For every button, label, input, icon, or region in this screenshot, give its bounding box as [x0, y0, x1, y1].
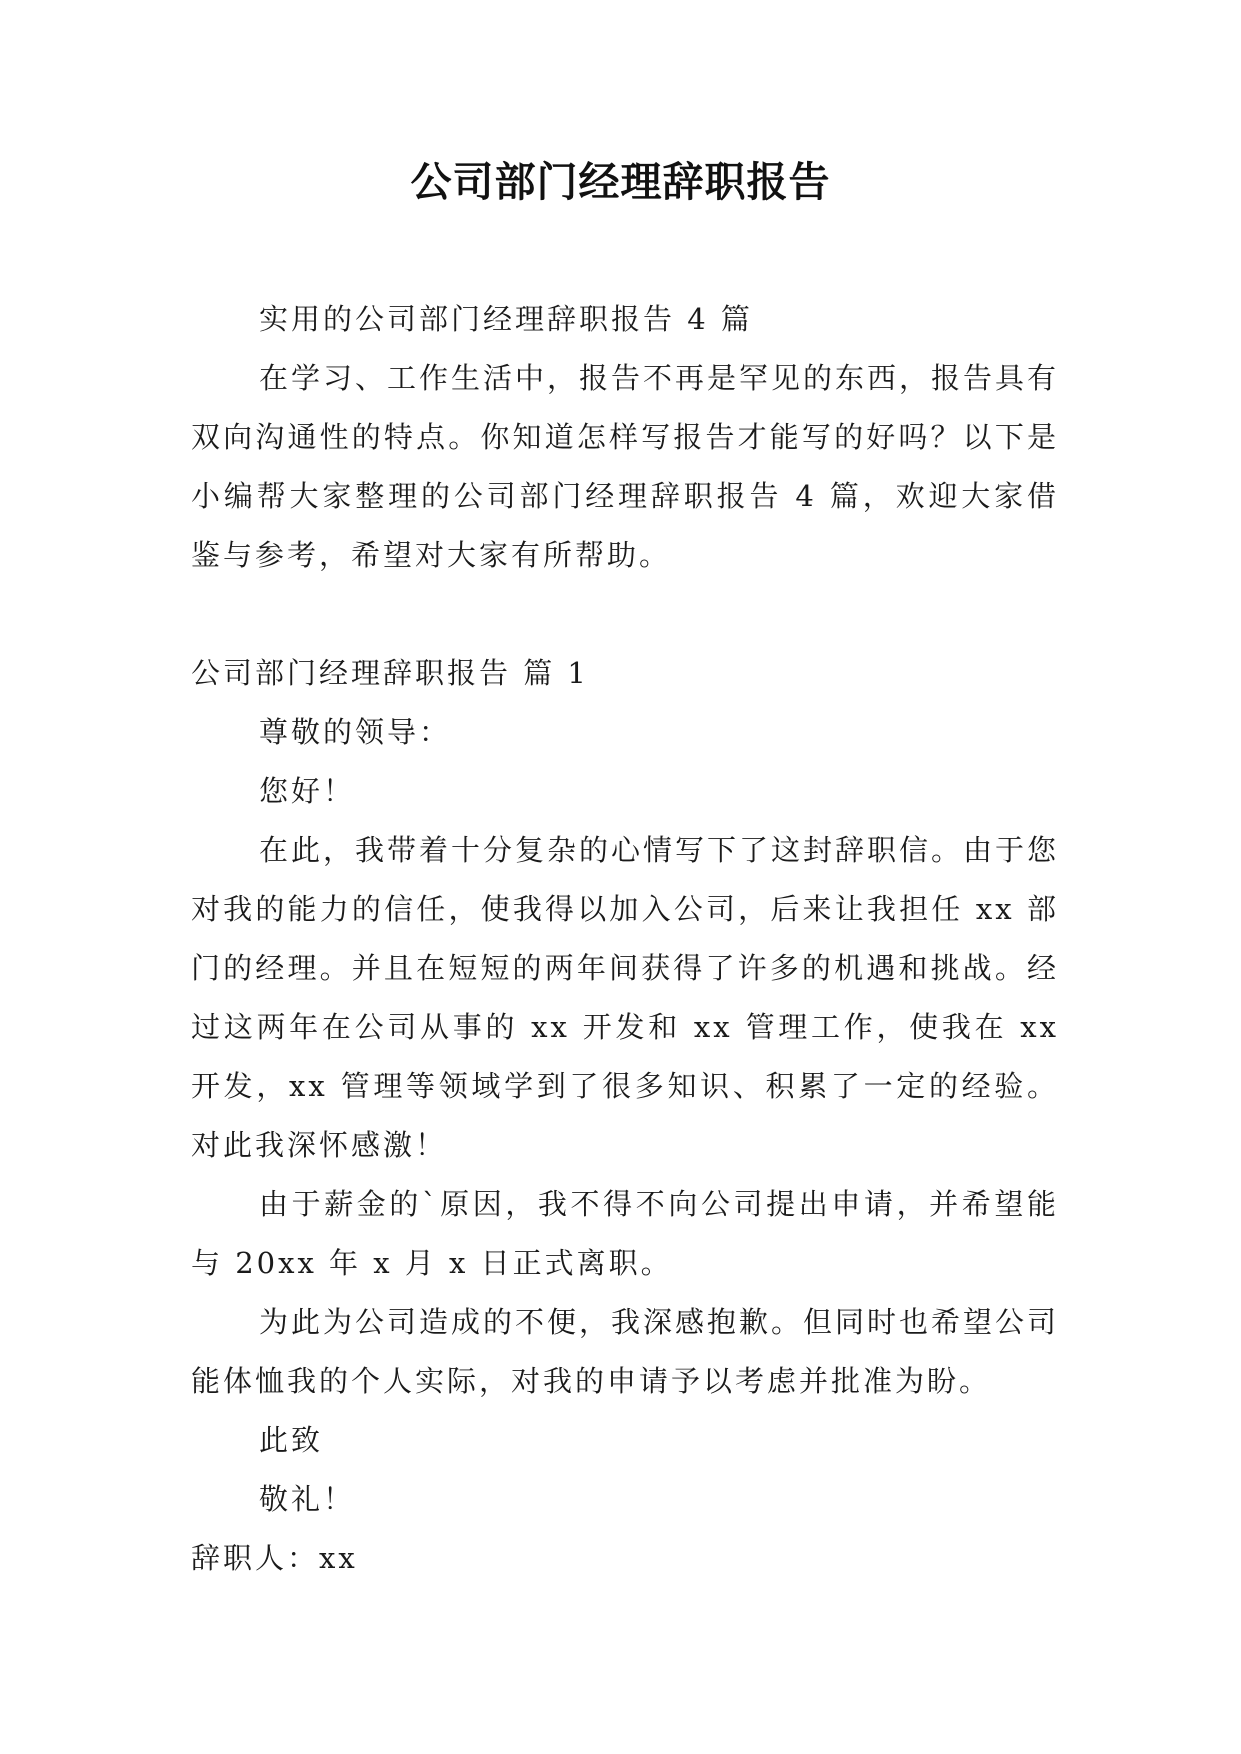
document-body [191, 290, 1059, 1588]
intro-heading-line: 实用的公司部门经理辞职报告 4 篇 [259, 302, 753, 336]
letter-paragraph-1: 在此，我带着十分复杂的心情写下了这封辞职信。由于您对我的能力的信任，使我得以加入公司，后来让我担任 xx 部门的经理。并且在短短的两年间获得了许多的机遇和挑战。经过这两年在公司从事的 xx 开发和 xx 管理工作，使我在 xx 开发，xx 管理等领域学到了很多知识、积累了一定的经验。对此我深怀感激！ [191, 833, 1060, 1162]
section-spacer [191, 585, 1059, 644]
greeting: 您好！ [259, 774, 356, 808]
section-heading: 公司部门经理辞职报告 篇 1 [191, 656, 589, 690]
document-title: 公司部门经理辞职报告 [410, 158, 831, 206]
signature-line: 辞职人：xx [191, 1541, 358, 1575]
letter-paragraph-3: 为此为公司造成的不便，我深感抱歉。但同时也希望公司能体恤我的个人实际，对我的申请予以考虑并批准为盼。 [191, 1305, 1060, 1398]
salutation: 尊敬的领导： [259, 715, 452, 749]
closing-line-2: 敬礼！ [259, 1482, 356, 1516]
intro-paragraph: 在学习、工作生活中，报告不再是罕见的东西，报告具有双向沟通性的特点。你知道怎样写报告才能写的好吗？以下是小编帮大家整理的公司部门经理辞职报告 4 篇，欢迎大家借鉴与参考，希望对大家有所帮助。 [191, 361, 1060, 572]
closing-line-1: 此致 [259, 1423, 324, 1457]
letter-paragraph-2: 由于薪金的`原因，我不得不向公司提出申请，并希望能与 20xx 年 x 月 x 日正式离职。 [191, 1187, 1059, 1280]
